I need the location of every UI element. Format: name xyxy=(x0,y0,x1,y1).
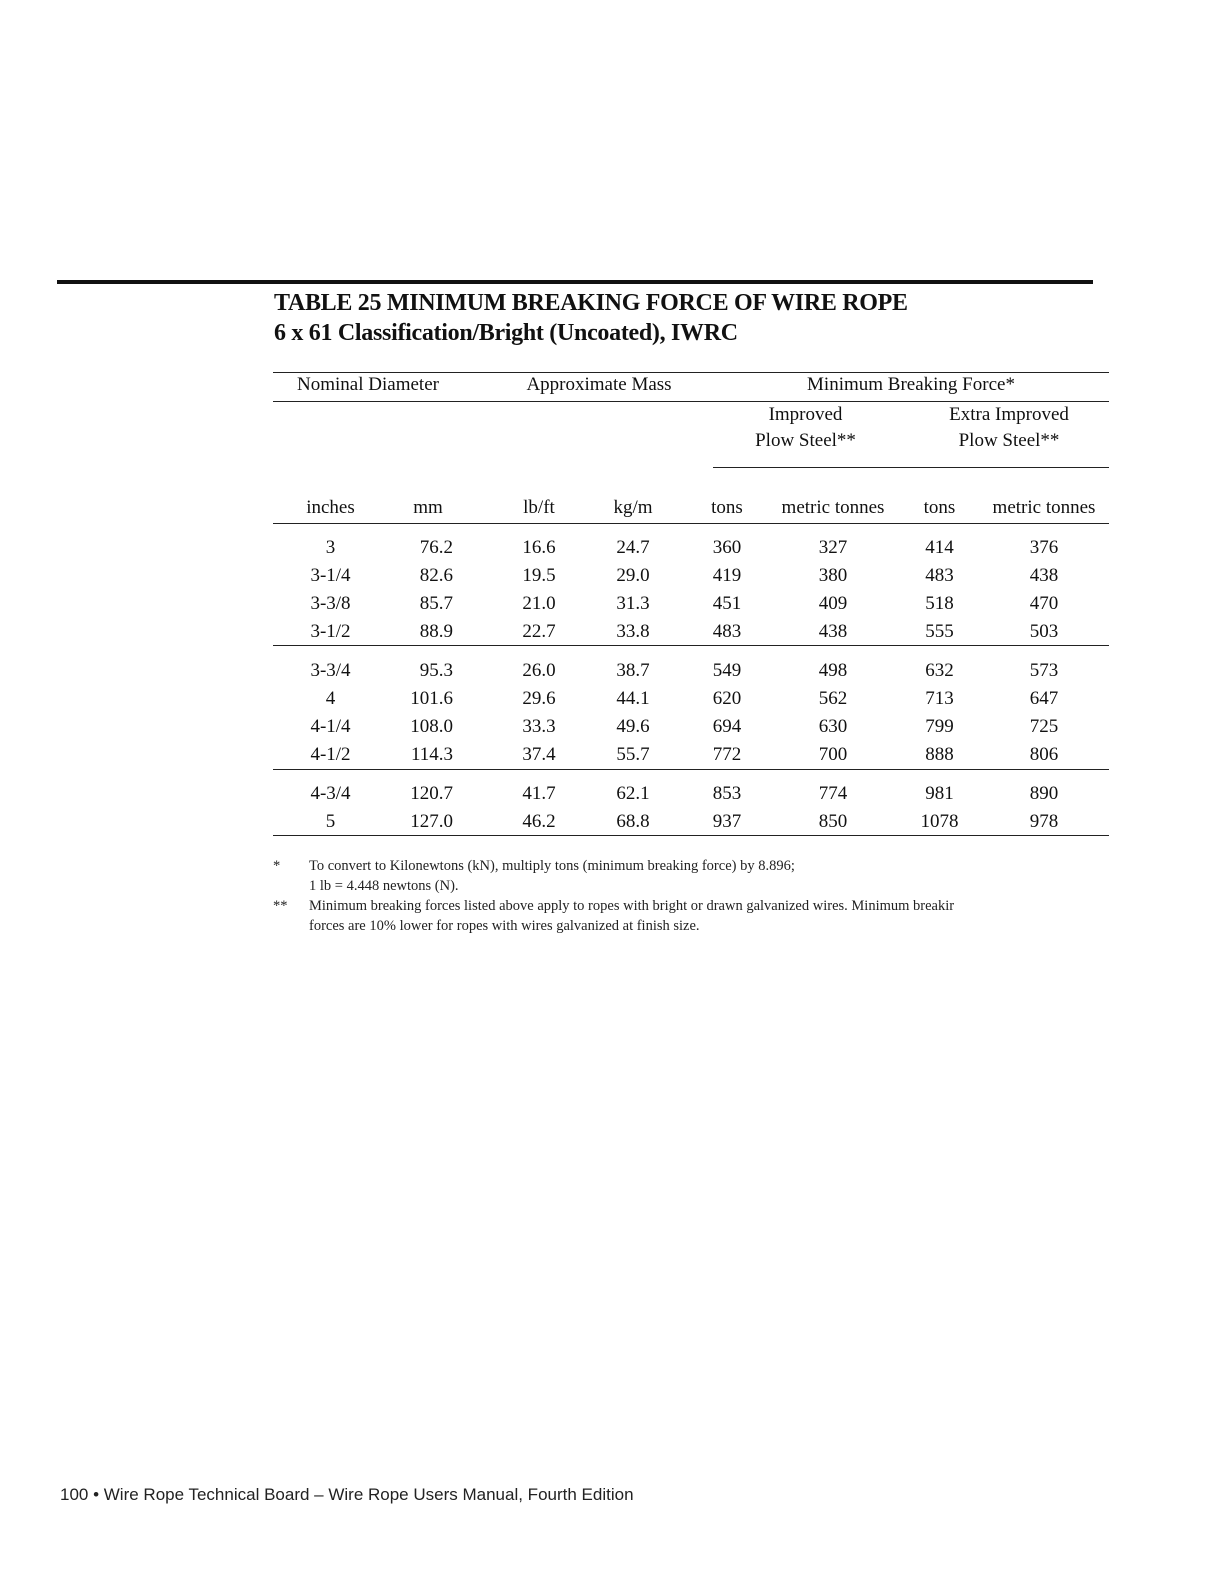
table-cell: 409 xyxy=(818,593,848,614)
table-cell: 620 xyxy=(712,688,742,709)
table-cell: 806 xyxy=(1029,744,1059,765)
table-cell: 3-3/4 xyxy=(310,660,351,681)
table-cell: 49.6 xyxy=(616,716,650,737)
footnote-line: forces are 10% lower for ropes with wires galvanized at finish size. xyxy=(309,918,700,934)
table-cell: 29.6 xyxy=(522,688,556,709)
table-cell: 46.2 xyxy=(522,811,556,832)
table-cell: 725 xyxy=(1029,716,1059,737)
table-cell: 26.0 xyxy=(522,660,556,681)
table-cell: 33.3 xyxy=(522,716,556,737)
table-cell: 327 xyxy=(818,537,848,558)
unit-header: mm xyxy=(413,497,443,518)
table-cell: 518 xyxy=(925,593,954,614)
table-cell: 573 xyxy=(1029,660,1059,681)
table-cell: 3-1/4 xyxy=(310,565,351,586)
table-cell: 82.6 xyxy=(419,565,453,586)
table-cell: 713 xyxy=(925,688,954,709)
table-cell: 108.0 xyxy=(410,716,453,737)
table-cell: 419 xyxy=(712,565,742,586)
table-cell: 19.5 xyxy=(522,565,556,586)
group-rule xyxy=(273,769,1109,770)
table-cell: 4-3/4 xyxy=(310,783,351,804)
table-cell: 33.8 xyxy=(616,621,650,642)
unit-header: metric tonnes xyxy=(992,497,1096,518)
unit-header: inches xyxy=(306,497,355,518)
table-cell: 772 xyxy=(712,744,742,765)
header-extra-improved-line2: Plow Steel** xyxy=(958,430,1060,451)
header-subgroup-rule xyxy=(713,467,1109,468)
table-cell: 76.2 xyxy=(419,537,453,558)
table-title-line1: TABLE 25 MINIMUM BREAKING FORCE OF WIRE ROPE xyxy=(274,290,908,316)
table-cell: 937 xyxy=(712,811,742,832)
table-cell: 4-1/4 xyxy=(310,716,351,737)
unit-header: kg/m xyxy=(613,497,653,518)
header-extra-improved-line1: Extra Improved xyxy=(949,404,1069,425)
table-cell: 694 xyxy=(712,716,742,737)
footnote-1 xyxy=(273,856,1113,896)
table-cell: 451 xyxy=(712,593,742,614)
table-cell: 799 xyxy=(925,716,954,737)
table-cell: 120.7 xyxy=(410,783,453,804)
footnote-line: 1 lb = 4.448 newtons (N). xyxy=(309,878,459,894)
table-cell: 483 xyxy=(925,565,954,586)
table-cell: 981 xyxy=(925,783,954,804)
page-footer: 100 • Wire Rope Technical Board – Wire Rope Users Manual, Fourth Edition xyxy=(60,1485,634,1504)
table-cell: 774 xyxy=(818,783,848,804)
table-cell: 414 xyxy=(925,537,954,558)
table-cell: 88.9 xyxy=(419,621,453,642)
table-cell: 44.1 xyxy=(616,688,650,709)
table-cell: 3-1/2 xyxy=(310,621,351,642)
footnote-mark: * xyxy=(273,858,281,874)
table-bottom-rule xyxy=(273,835,1109,836)
table-cell: 38.7 xyxy=(616,660,650,681)
table-cell: 95.3 xyxy=(419,660,453,681)
table-cell: 31.3 xyxy=(616,593,650,614)
unit-header: tons xyxy=(711,497,743,518)
table-cell: 21.0 xyxy=(522,593,556,614)
table-cell: 890 xyxy=(1029,783,1059,804)
footnote-line: Minimum breaking forces listed above apply to ropes with bright or drawn galvanized wires. Minimum breakir xyxy=(309,898,955,914)
header-minimum-breaking-force: Minimum Breaking Force* xyxy=(807,374,1015,395)
table-cell: 647 xyxy=(1029,688,1059,709)
table-cell: 438 xyxy=(818,621,848,642)
table-cell: 68.8 xyxy=(616,811,650,832)
header-units-rule xyxy=(273,523,1109,524)
table-cell: 41.7 xyxy=(522,783,556,804)
table-cell: 37.4 xyxy=(522,744,556,765)
table-cell: 632 xyxy=(925,660,954,681)
table-cell: 127.0 xyxy=(410,811,453,832)
table-cell: 549 xyxy=(712,660,742,681)
table-title-line2: 6 x 61 Classification/Bright (Uncoated), IWRC xyxy=(274,320,738,346)
table-cell: 700 xyxy=(818,744,848,765)
table-cell: 978 xyxy=(1029,811,1059,832)
footnote-line: To convert to Kilonewtons (kN), multiply tons (minimum breaking force) by 8.896; xyxy=(309,858,795,874)
table-cell: 498 xyxy=(818,660,848,681)
table-cell: 62.1 xyxy=(616,783,650,804)
table-cell: 555 xyxy=(925,621,954,642)
unit-header: tons xyxy=(923,497,956,518)
group-rule xyxy=(273,645,1109,646)
unit-header: metric tonnes xyxy=(781,497,885,518)
table-cell: 376 xyxy=(1029,537,1059,558)
header-nominal-diameter: Nominal Diameter xyxy=(297,374,439,395)
table-cell: 22.7 xyxy=(522,621,556,642)
table-cell: 16.6 xyxy=(522,537,556,558)
table-cell: 380 xyxy=(818,565,848,586)
table-cell: 360 xyxy=(712,537,742,558)
header-top-rule xyxy=(273,372,1109,373)
table-cell: 562 xyxy=(818,688,848,709)
table-cell: 1078 xyxy=(920,811,959,832)
header-improved-line2: Plow Steel** xyxy=(755,430,856,451)
header-approximate-mass: Approximate Mass xyxy=(526,374,672,395)
table-cell: 55.7 xyxy=(616,744,650,765)
table-cell: 850 xyxy=(818,811,848,832)
table-cell: 101.6 xyxy=(410,688,453,709)
top-rule xyxy=(57,280,1093,284)
table-cell: 853 xyxy=(712,783,742,804)
table-title xyxy=(274,288,908,348)
table-cell: 3-3/8 xyxy=(310,593,351,614)
table-cell: 85.7 xyxy=(419,593,453,614)
footnotes xyxy=(273,856,1113,936)
table-cell: 630 xyxy=(818,716,848,737)
table-cell: 4 xyxy=(325,688,336,709)
footnote-mark: ** xyxy=(273,898,288,914)
header-improved-line1: Improved xyxy=(768,404,843,425)
table-cell: 438 xyxy=(1029,565,1059,586)
table-cell: 483 xyxy=(712,621,742,642)
table-cell: 4-1/2 xyxy=(310,744,351,765)
table-cell: 470 xyxy=(1029,593,1059,614)
table-cell: 114.3 xyxy=(410,744,453,765)
table-cell: 24.7 xyxy=(616,537,650,558)
unit-header: lb/ft xyxy=(523,497,555,518)
table-cell: 29.0 xyxy=(616,565,650,586)
table-cell: 5 xyxy=(325,811,336,832)
footnote-2 xyxy=(273,896,1113,936)
header-group-rule xyxy=(273,401,1109,402)
table-cell: 503 xyxy=(1029,621,1059,642)
table-cell: 888 xyxy=(925,744,954,765)
table-cell: 3 xyxy=(325,537,336,558)
